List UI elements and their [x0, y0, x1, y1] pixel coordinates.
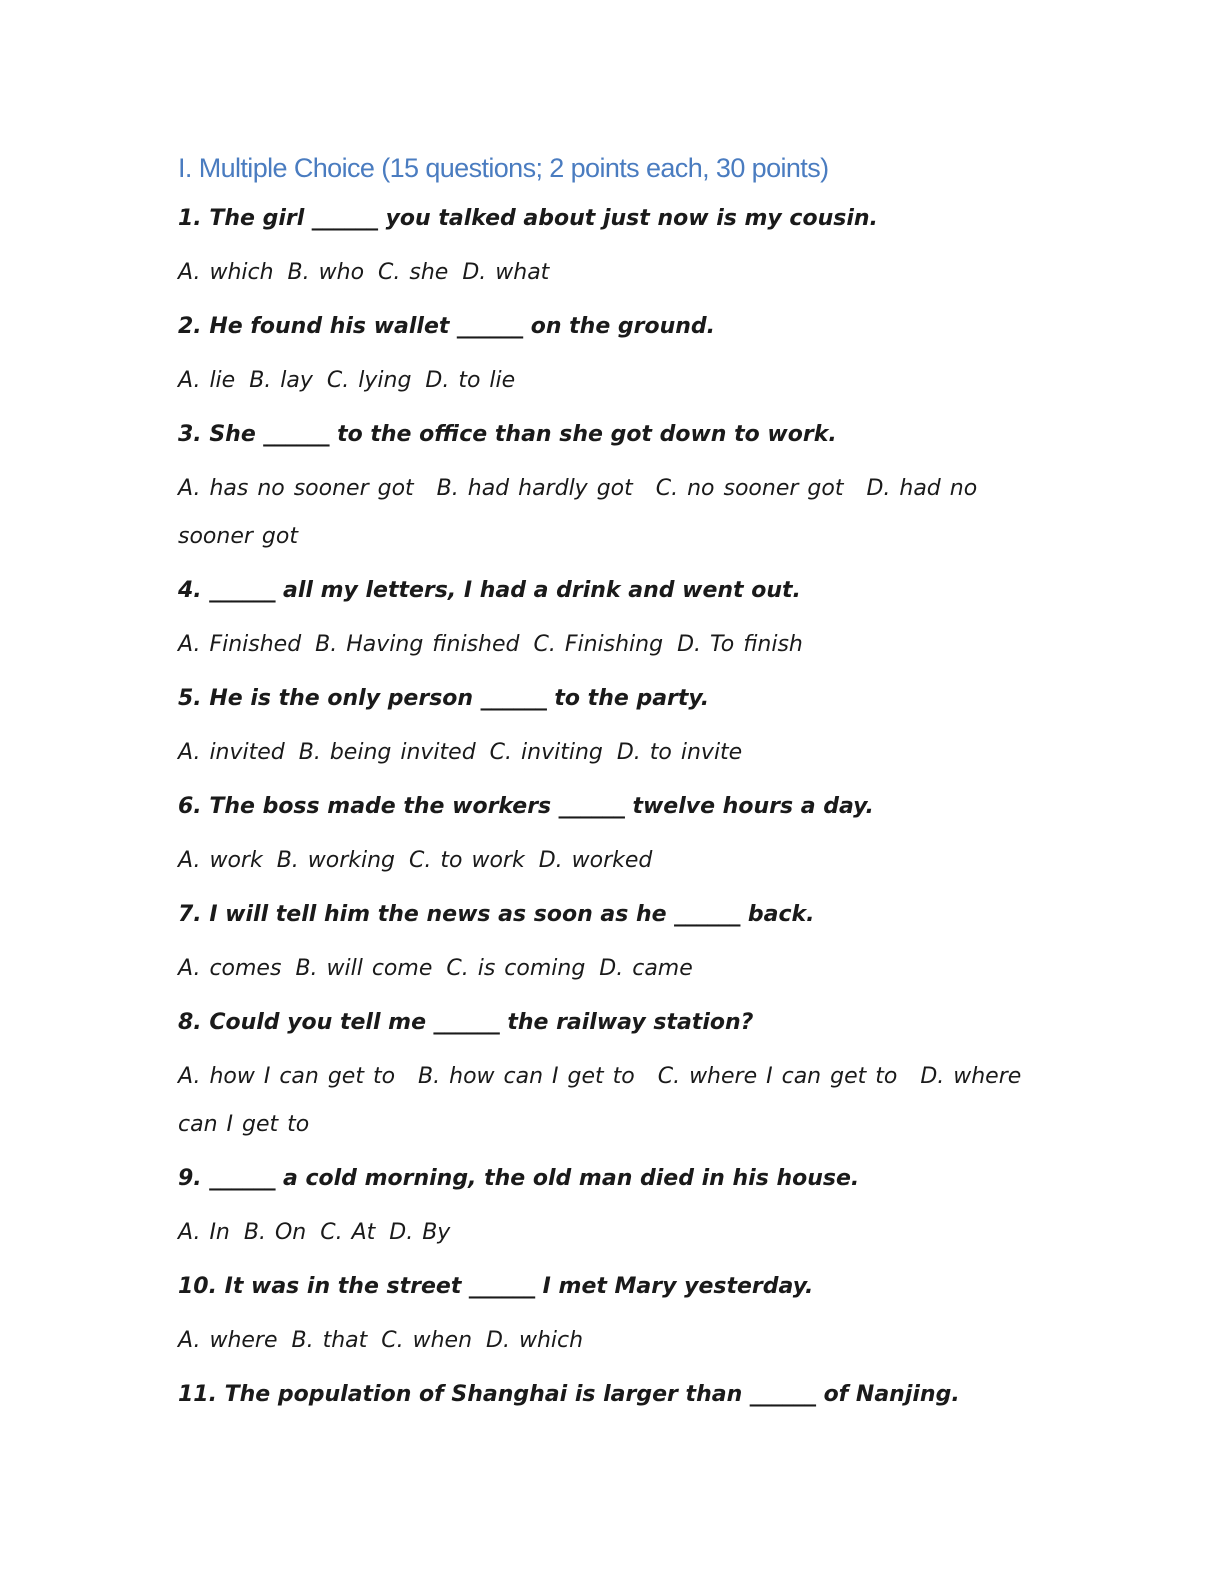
- question-stem: 8. Could you tell me ______ the railway station?: [178, 1010, 754, 1035]
- option-a: A. where: [178, 1328, 278, 1353]
- option-a: A. work: [178, 848, 263, 873]
- answer-options: [178, 357, 1058, 405]
- question-stem: 3. She ______ to the office than she got down to work.: [178, 422, 837, 447]
- answer-options: [178, 945, 1058, 993]
- option-c: C. is coming: [446, 956, 586, 981]
- question-1: [178, 204, 1058, 297]
- question-list: [178, 204, 1058, 1410]
- option-d: D. had no sooner got: [178, 476, 978, 549]
- option-b: B. Having finished: [315, 632, 520, 657]
- option-a: A. has no sooner got: [178, 476, 414, 501]
- option-a: A. invited: [178, 740, 285, 765]
- option-a: A. how I can get to: [178, 1064, 396, 1089]
- question-stem: 10. It was in the street ______ I met Mary yesterday.: [178, 1274, 814, 1299]
- answer-options: [178, 837, 1058, 885]
- question-10: [178, 1272, 1058, 1365]
- option-b: B. will come: [295, 956, 433, 981]
- question-3: [178, 420, 1058, 561]
- option-b: B. how can I get to: [418, 1064, 635, 1089]
- question-7: [178, 900, 1058, 993]
- option-c: C. she: [378, 260, 449, 285]
- option-d: D. to invite: [616, 740, 743, 765]
- question-stem: 5. He is the only person ______ to the party.: [178, 686, 710, 711]
- option-d: D. which: [486, 1328, 584, 1353]
- option-c: C. when: [381, 1328, 473, 1353]
- question-4: [178, 576, 1058, 669]
- question-11: [178, 1380, 1058, 1410]
- option-c: C. Finishing: [533, 632, 664, 657]
- option-d: D. to lie: [425, 368, 516, 393]
- option-b: B. On: [243, 1220, 307, 1245]
- option-c: C. no sooner got: [655, 476, 844, 501]
- answer-options: [178, 1053, 1058, 1149]
- option-c: C. At: [320, 1220, 376, 1245]
- option-b: B. working: [276, 848, 396, 873]
- question-stem: 7. I will tell him the news as soon as he ______ back.: [178, 902, 815, 927]
- option-c: C. where I can get to: [657, 1064, 898, 1089]
- option-b: B. lay: [249, 368, 313, 393]
- answer-options: [178, 621, 1058, 669]
- page-content: [178, 146, 1058, 1434]
- option-a: A. comes: [178, 956, 282, 981]
- option-d: D. To finish: [677, 632, 803, 657]
- question-stem: 2. He found his wallet ______ on the ground.: [178, 314, 716, 339]
- question-6: [178, 792, 1058, 885]
- option-a: A. Finished: [178, 632, 302, 657]
- option-d: D. came: [599, 956, 693, 981]
- answer-options: [178, 1317, 1058, 1365]
- option-a: A. In: [178, 1220, 230, 1245]
- option-a: A. lie: [178, 368, 236, 393]
- answer-options: [178, 729, 1058, 777]
- option-b: B. being invited: [298, 740, 476, 765]
- option-d: D. where can I get to: [178, 1064, 1022, 1137]
- question-stem: 1. The girl ______ you talked about just now is my cousin.: [178, 206, 878, 231]
- answer-options: [178, 249, 1058, 297]
- question-5: [178, 684, 1058, 777]
- option-c: C. lying: [326, 368, 412, 393]
- section-title: I. Multiple Choice (15 questions; 2 points each, 30 points): [178, 153, 829, 183]
- option-d: D. worked: [538, 848, 653, 873]
- answer-options: [178, 465, 1058, 561]
- answer-options: [178, 1209, 1058, 1257]
- option-b: B. who: [287, 260, 365, 285]
- option-a: A. which: [178, 260, 274, 285]
- option-d: D. what: [462, 260, 550, 285]
- option-d: D. By: [389, 1220, 451, 1245]
- question-stem: 6. The boss made the workers ______ twelve hours a day.: [178, 794, 874, 819]
- option-b: B. that: [291, 1328, 368, 1353]
- question-8: [178, 1008, 1058, 1149]
- question-stem: 11. The population of Shanghai is larger than ______ of Nanjing.: [178, 1382, 960, 1407]
- question-9: [178, 1164, 1058, 1257]
- question-stem: 4. ______ all my letters, I had a drink and went out.: [178, 578, 801, 603]
- question-2: [178, 312, 1058, 405]
- option-b: B. had hardly got: [436, 476, 633, 501]
- question-stem: 9. ______ a cold morning, the old man died in his house.: [178, 1166, 860, 1191]
- option-c: C. to work: [409, 848, 525, 873]
- option-c: C. inviting: [489, 740, 603, 765]
